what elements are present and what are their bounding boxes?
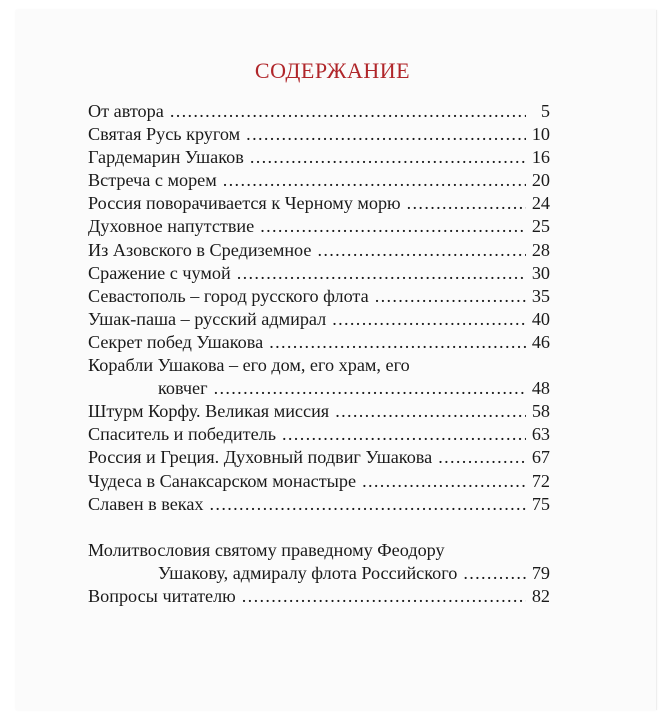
entry-title: Вопросы читателю [88, 585, 236, 606]
leader-dots [269, 331, 526, 354]
toc-entry [88, 169, 550, 192]
entry-title: Россия поворачивается к Черному морю [88, 193, 401, 214]
entry-page: 67 [531, 447, 550, 468]
entry-title: От автора [88, 101, 164, 121]
entry-title: Ушакову, адмиралу флота Российского [158, 562, 458, 583]
entry-title: Встреча с морем [88, 170, 217, 191]
leader-dots [260, 215, 526, 238]
leader-dots [332, 308, 526, 331]
leader-dots [282, 423, 526, 446]
leader-dots [317, 239, 526, 262]
toc-entry [88, 331, 550, 354]
entry-page: 48 [531, 378, 550, 399]
entry-page: 10 [531, 124, 550, 145]
entry-title: Гардемарин Ушаков [88, 147, 244, 168]
toc-entry [88, 262, 550, 285]
entry-title: Чудеса в Санаксарском монастыре [88, 470, 357, 491]
entry-title: Спаситель и победитель [88, 424, 277, 445]
entry-page: 75 [531, 493, 550, 514]
entry-title: Святая Русь кругом [88, 124, 241, 145]
leader-dots [242, 585, 526, 608]
entry-page: 24 [531, 193, 550, 214]
leader-dots [375, 285, 526, 308]
entry-page: 20 [531, 170, 550, 191]
entry-page: 72 [531, 470, 550, 491]
leader-dots [214, 377, 526, 400]
toc-entry [88, 123, 550, 146]
appendix-entry-line-2 [88, 562, 550, 585]
toc-entry [88, 493, 550, 516]
toc-entry [88, 285, 550, 308]
leader-dots [210, 493, 526, 516]
table-of-contents [88, 100, 550, 608]
entry-page: 35 [531, 285, 550, 306]
entry-page: 16 [531, 147, 550, 168]
leader-dots [463, 562, 526, 585]
toc-entry [88, 308, 550, 331]
toc-entry [88, 470, 550, 493]
entry-title: Славен в веках [88, 493, 204, 514]
entry-page: 25 [531, 216, 550, 237]
entry-page: 58 [531, 401, 550, 422]
entry-title: ковчег [158, 378, 208, 399]
toc-entry-line-1: Корабли Ушакова – его дом, его храм, его [88, 355, 410, 376]
leader-dots [237, 262, 526, 285]
entry-page: 79 [531, 562, 550, 583]
leader-dots [170, 100, 526, 123]
toc-entry-line-2 [88, 377, 550, 400]
entry-title: Сражение с чумой [88, 262, 231, 283]
leader-dots [246, 123, 526, 146]
toc-entry [88, 215, 550, 238]
toc-entry [88, 423, 550, 446]
toc-entry [88, 239, 550, 262]
leader-dots [407, 192, 526, 215]
entry-title: Духовное напутствие [88, 216, 255, 237]
appendix-entry-line-1: Молитвословия святому праведному Феодору [88, 539, 445, 560]
entry-title: Ушак-паша – русский адмирал [88, 308, 327, 329]
toc-entry [88, 400, 550, 423]
entry-page: 5 [540, 101, 550, 121]
leader-dots [362, 470, 526, 493]
appendix-entry [88, 585, 550, 608]
entry-page: 82 [531, 585, 550, 606]
toc-entry [88, 192, 550, 215]
toc-entry [88, 446, 550, 469]
entry-page: 40 [531, 308, 550, 329]
entry-title: Штурм Корфу. Великая миссия [88, 401, 330, 422]
leader-dots [335, 400, 526, 423]
entry-title: Секрет побед Ушакова [88, 331, 264, 352]
leader-dots [438, 446, 526, 469]
toc-entry [88, 100, 550, 123]
entry-page: 46 [531, 331, 550, 352]
entry-page: 63 [531, 424, 550, 445]
entry-page: 28 [531, 239, 550, 260]
leader-dots [223, 169, 526, 192]
entry-page: 30 [531, 262, 550, 283]
entry-title: Севастополь – город русского флота [88, 285, 369, 306]
section-gap [88, 516, 550, 539]
toc-entry [88, 146, 550, 169]
contents-heading: СОДЕРЖАНИЕ [254, 58, 411, 83]
leader-dots [250, 146, 526, 169]
entry-title: Россия и Греция. Духовный подвиг Ушакова [88, 447, 433, 468]
entry-title: Из Азовского в Средиземное [88, 239, 312, 260]
